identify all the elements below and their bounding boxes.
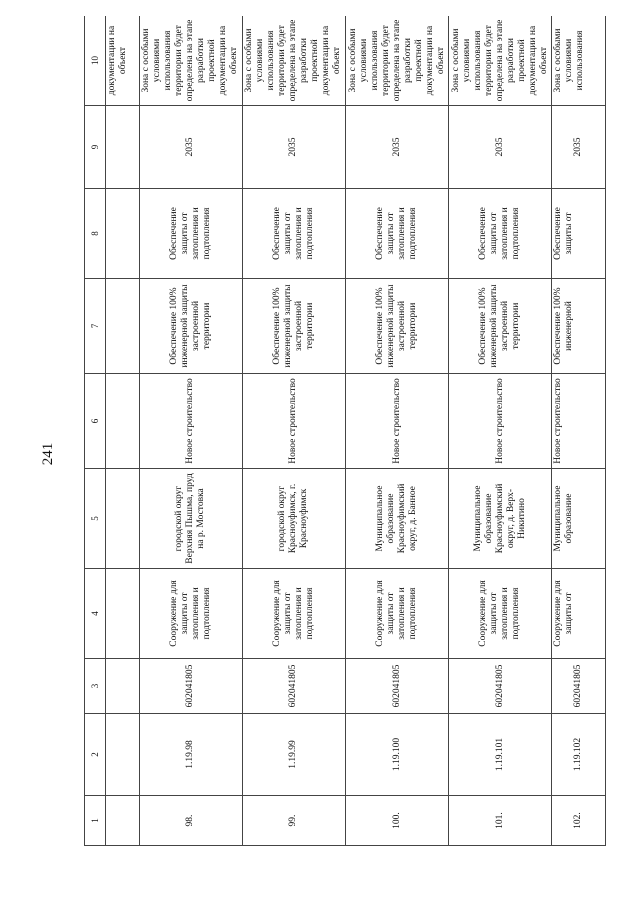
continued-cell: документации на объект: [106, 16, 139, 106]
zone-info: Зона с особыми условиями использования территории будет определена на этапе разработки проектной документации на объект: [449, 16, 552, 106]
row-number: 99.: [242, 796, 345, 846]
object-name: Сооружение для защиты от затопления и подтопления: [345, 569, 448, 659]
table-row: [345, 16, 448, 846]
object-code: 1.19.102: [552, 714, 606, 796]
table-row: [552, 16, 606, 846]
object-code: 1.19.98: [139, 714, 242, 796]
zone-info: Зона с особыми условиями использования территории будет определена на этапе разработки проектной документации на объект: [242, 16, 345, 106]
object-location: Муниципальное образование: [552, 469, 606, 569]
target-year: 2035: [552, 106, 606, 189]
page-number: 241: [40, 442, 56, 466]
construction-type: Новое строительство: [345, 374, 448, 469]
column-number: 2: [85, 714, 106, 796]
object-name: Сооружение для защиты от затопления и подтопления: [242, 569, 345, 659]
zone-info: Зона с особыми условиями использования: [552, 16, 606, 106]
target-year: 2035: [242, 106, 345, 189]
column-number: 3: [85, 659, 106, 714]
object-location: Муниципальное образование Красноуфимский округ, д. Верх-Никитино: [449, 469, 552, 569]
column-number: 9: [85, 106, 106, 189]
table-container: [84, 16, 606, 846]
continued-row: [106, 16, 139, 846]
column-number: 7: [85, 279, 106, 374]
object-result: Обеспечение защиты от затопления и подтопления: [449, 189, 552, 279]
object-code: 1.19.100: [345, 714, 448, 796]
column-number: 6: [85, 374, 106, 469]
okpd-code: 602041805: [242, 659, 345, 714]
object-result: Обеспечение защиты от затопления и подтопления: [139, 189, 242, 279]
row-number: 102.: [552, 796, 606, 846]
column-number-row: [85, 16, 106, 846]
object-goal: Обеспечение 100% инженерной защиты застроенной территории: [139, 279, 242, 374]
object-goal: Обеспечение 100% инженерной защиты застроенной территории: [345, 279, 448, 374]
object-goal: Обеспечение 100% инженерной защиты застроенной территории: [242, 279, 345, 374]
target-year: 2035: [449, 106, 552, 189]
object-goal: Обеспечение 100% инженерной защиты застроенной территории: [449, 279, 552, 374]
object-code: 1.19.101: [449, 714, 552, 796]
row-number: 100.: [345, 796, 448, 846]
table-row: [449, 16, 552, 846]
objects-table: [84, 16, 606, 846]
object-goal: Обеспечение 100% инженерной: [552, 279, 606, 374]
object-location: Муниципальное образование Красноуфимский округ, д. Банное: [345, 469, 448, 569]
construction-type: Новое строительство: [242, 374, 345, 469]
object-code: 1.19.99: [242, 714, 345, 796]
construction-type: Новое строительство: [552, 374, 606, 469]
rotated-table-area: [84, 16, 606, 846]
column-number: 1: [85, 796, 106, 846]
okpd-code: 602041805: [449, 659, 552, 714]
column-number: 8: [85, 189, 106, 279]
row-number: 98.: [139, 796, 242, 846]
zone-info: Зона с особыми условиями использования территории будет определена на этапе разработки проектной документации на объект: [139, 16, 242, 106]
column-number: 5: [85, 469, 106, 569]
column-number: 10: [85, 16, 106, 106]
okpd-code: 602041805: [552, 659, 606, 714]
table-row: [242, 16, 345, 846]
row-number: 101.: [449, 796, 552, 846]
object-result: Обеспечение защиты от: [552, 189, 606, 279]
object-name: Сооружение для защиты от затопления и подтопления: [449, 569, 552, 659]
object-name: Сооружение для защиты от затопления и подтопления: [139, 569, 242, 659]
okpd-code: 602041805: [345, 659, 448, 714]
construction-type: Новое строительство: [139, 374, 242, 469]
target-year: 2035: [139, 106, 242, 189]
object-result: Обеспечение защиты от затопления и подтопления: [345, 189, 448, 279]
okpd-code: 602041805: [139, 659, 242, 714]
object-result: Обеспечение защиты от затопления и подтопления: [242, 189, 345, 279]
object-name: Сооружение для защиты от: [552, 569, 606, 659]
construction-type: Новое строительство: [449, 374, 552, 469]
target-year: 2035: [345, 106, 448, 189]
zone-info: Зона с особыми условиями использования территории будет определена на этапе разработки проектной документации на объект: [345, 16, 448, 106]
object-location: городской округ Красноуфимск, г. Красноуфимск: [242, 469, 345, 569]
table-row: [139, 16, 242, 846]
object-location: городской округ Верхняя Пышма, пруд на р. Мостовка: [139, 469, 242, 569]
column-number: 4: [85, 569, 106, 659]
